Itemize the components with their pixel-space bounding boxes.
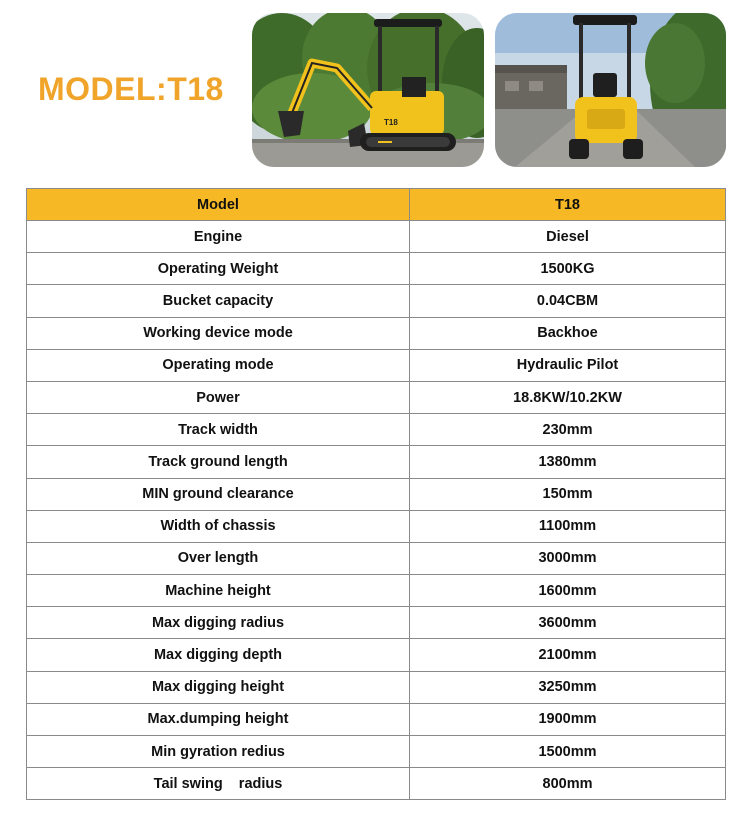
spec-value: Hydraulic Pilot bbox=[410, 349, 726, 381]
spec-label: MIN ground clearance bbox=[27, 478, 410, 510]
spec-value: 0.04CBM bbox=[410, 285, 726, 317]
spec-row bbox=[27, 446, 726, 478]
spec-label: Max digging height bbox=[27, 671, 410, 703]
spec-label: Over length bbox=[27, 542, 410, 574]
spec-value: 1500KG bbox=[410, 253, 726, 285]
spec-row bbox=[27, 285, 726, 317]
spec-label: Tail swing radius bbox=[27, 768, 410, 800]
spec-value: 18.8KW/10.2KW bbox=[410, 381, 726, 413]
spec-label: Min gyration redius bbox=[27, 736, 410, 768]
spec-value: 2100mm bbox=[410, 639, 726, 671]
spec-value: 230mm bbox=[410, 414, 726, 446]
spec-row bbox=[27, 414, 726, 446]
spec-value: Backhoe bbox=[410, 317, 726, 349]
excavator-rear-view-photo bbox=[495, 13, 726, 167]
spec-row bbox=[27, 349, 726, 381]
spec-label: Width of chassis bbox=[27, 510, 410, 542]
spec-row bbox=[27, 478, 726, 510]
excavator-side-view-photo bbox=[252, 13, 484, 167]
spec-row bbox=[27, 542, 726, 574]
spec-row bbox=[27, 607, 726, 639]
spec-value: Diesel bbox=[410, 221, 726, 253]
spec-value: 150mm bbox=[410, 478, 726, 510]
spec-row bbox=[27, 703, 726, 735]
spec-value: 1380mm bbox=[410, 446, 726, 478]
spec-row bbox=[27, 253, 726, 285]
spec-row bbox=[27, 510, 726, 542]
excavator-decal: T18 bbox=[384, 118, 398, 127]
spec-label: Track ground length bbox=[27, 446, 410, 478]
spec-row bbox=[27, 381, 726, 413]
spec-label: Max digging radius bbox=[27, 607, 410, 639]
spec-row bbox=[27, 221, 726, 253]
spec-row bbox=[27, 671, 726, 703]
spec-label: Bucket capacity bbox=[27, 285, 410, 317]
spec-label: Machine height bbox=[27, 575, 410, 607]
spec-label: Max.dumping height bbox=[27, 703, 410, 735]
spec-value: 1100mm bbox=[410, 510, 726, 542]
spec-header-value: T18 bbox=[410, 189, 726, 221]
spec-label: Power bbox=[27, 381, 410, 413]
spec-value: 3600mm bbox=[410, 607, 726, 639]
spec-label: Track width bbox=[27, 414, 410, 446]
spec-row bbox=[27, 639, 726, 671]
spec-row bbox=[27, 736, 726, 768]
spec-value: 1600mm bbox=[410, 575, 726, 607]
spec-row bbox=[27, 575, 726, 607]
spec-label: Max digging depth bbox=[27, 639, 410, 671]
spec-value: 3250mm bbox=[410, 671, 726, 703]
spec-label: Working device mode bbox=[27, 317, 410, 349]
spec-label: Operating Weight bbox=[27, 253, 410, 285]
page-title: MODEL:T18 bbox=[38, 71, 224, 107]
spec-label: Engine bbox=[27, 221, 410, 253]
spec-row bbox=[27, 317, 726, 349]
spec-value: 3000mm bbox=[410, 542, 726, 574]
spec-value: 800mm bbox=[410, 768, 726, 800]
spec-header-model: Model bbox=[27, 189, 410, 221]
spec-table bbox=[26, 188, 726, 800]
spec-value: 1500mm bbox=[410, 736, 726, 768]
spec-value: 1900mm bbox=[410, 703, 726, 735]
spec-label: Operating mode bbox=[27, 349, 410, 381]
spec-row bbox=[27, 768, 726, 800]
spec-header-row bbox=[27, 189, 726, 221]
